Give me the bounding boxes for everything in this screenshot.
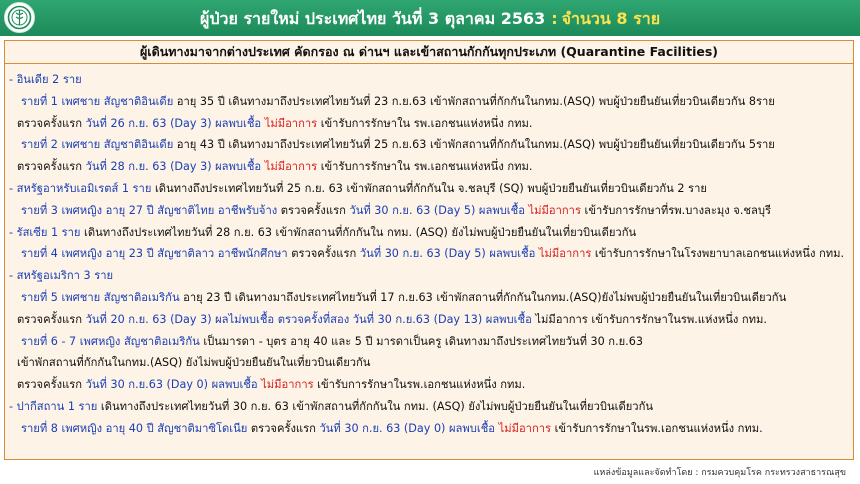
case-2-id: รายที่ 2 เพศชาย สัญชาติอินเดีย xyxy=(21,138,174,152)
group-heading-uae xyxy=(5,178,853,200)
case-5-line-1 xyxy=(5,287,853,309)
case-6-7-id: รายที่ 6 - 7 เพศหญิง สัญชาติอเมริกัน xyxy=(21,334,200,348)
case-3-id: รายที่ 3 เพศหญิง อายุ 27 ปี สัญชาติไทย อาชีพรับจ้าง xyxy=(21,203,278,217)
panel-title: ผู้เดินทางมาจากต่างประเทศ คัดกรอง ณ ด่านฯ และเข้าสถานกักกันทุกประเภท (Quarantine Facilities) xyxy=(5,41,853,64)
case-6-7-line-1 xyxy=(5,331,853,353)
case-3-treatment: เข้ารับการรักษาที่รพ.บางละมุง จ.ชลบุรี xyxy=(580,203,771,217)
case-2-result: ผลพบเชื้อ xyxy=(211,160,262,174)
case-8-symptom: ไม่มีอาการ xyxy=(495,421,552,435)
header-separator: : xyxy=(551,9,558,28)
case-4-result: ผลพบเชื้อ xyxy=(485,247,536,261)
case-4-treatment: เข้ารับการรักษาในโรงพยาบาลเอกชนแห่งหนึ่ง กทม. xyxy=(591,247,845,261)
case-6-7-line-3 xyxy=(5,374,853,396)
case-2-line-2 xyxy=(5,156,853,178)
case-1-result: ผลพบเชื้อ xyxy=(211,116,262,130)
group-heading-text: - สหรัฐอาหรับเอมิเรตส์ 1 ราย xyxy=(9,181,152,195)
case-8-id: รายที่ 8 เพศหญิง อายุ 40 ปี สัญชาติมาซิโดเนีย xyxy=(21,421,248,435)
case-1-treatment: เข้ารับการรักษาใน รพ.เอกชนแห่งหนึ่ง กทม. xyxy=(317,116,533,130)
case-2-detail: อายุ 43 ปี เดินทางมาถึงประเทศไทยวันที่ 25 ก.ย.63 เข้าพักสถานที่กักกันในกทม.(ASQ) พบผู้ป่วยยืนยันเที่ยวบินเดียวกัน 5ราย xyxy=(173,138,775,152)
case-6-7-test-prefix: ตรวจครั้งแรก xyxy=(17,378,86,392)
case-2-treatment: เข้ารับการรักษาใน รพ.เอกชนแห่งหนึ่ง กทม. xyxy=(317,160,533,174)
group-heading-usa xyxy=(5,265,853,287)
group-heading-text: - รัสเซีย 1 ราย xyxy=(9,225,81,239)
group-heading-text: - อินเดีย 2 ราย xyxy=(9,73,82,86)
header-case-count: จำนวน 8 ราย xyxy=(561,9,661,28)
case-6-7-result: ผลพบเชื้อ xyxy=(208,378,258,392)
group-heading-text: - สหรัฐอเมริกา 3 ราย xyxy=(9,269,114,283)
case-5-id: รายที่ 5 เพศชาย สัญชาติอเมริกัน xyxy=(21,290,180,304)
case-6-7-treatment: เข้ารับการรักษาในรพ.เอกชนแห่งหนึ่ง กทม. xyxy=(313,378,526,392)
case-1-line-1 xyxy=(5,91,853,113)
case-6-7-detail: เป็นมารดา - บุตร อายุ 40 และ 5 ปี มารดาเป็นครู เดินทางมาถึงประเทศไทยวันที่ 30 ก.ย.63 xyxy=(199,334,643,348)
group-heading-pakistan xyxy=(5,396,853,418)
case-8-test-date: วันที่ 30 ก.ย. 63 (Day 0) xyxy=(319,421,446,435)
case-2-test-date: วันที่ 28 ก.ย. 63 (Day 3) xyxy=(85,160,212,174)
case-6-7-line-2 xyxy=(5,352,853,374)
case-3-result: ผลพบเชื้อ xyxy=(475,203,525,217)
case-3-test-prefix: ตรวจครั้งแรก xyxy=(277,203,350,217)
case-8-line xyxy=(5,418,853,440)
case-4-line xyxy=(5,243,853,265)
case-1-id: รายที่ 1 เพศชาย สัญชาติอินเดีย xyxy=(21,94,174,108)
case-3-line xyxy=(5,200,853,222)
case-1-test-date: วันที่ 26 ก.ย. 63 (Day 3) xyxy=(85,116,212,130)
case-5-test-date-2: วันที่ 30 ก.ย.63 (Day 13) xyxy=(349,312,483,326)
case-1-detail: อายุ 35 ปี เดินทางมาถึงประเทศไทยวันที่ 23 ก.ย.63 เข้าพักสถานที่กักกันในกทม.(ASQ) พบผู้ป่วยยืนยันเที่ยวบินเดียวกัน 8ราย xyxy=(173,94,775,108)
case-3-test-date: วันที่ 30 ก.ย. 63 (Day 5) xyxy=(349,203,476,217)
case-8-treatment: เข้ารับการรักษาในรพ.เอกชนแห่งหนึ่ง กทม. xyxy=(551,421,763,435)
case-6-7-quarantine: เข้าพักสถานที่กักกันในกทม.(ASQ) ยังไม่พบผู้ป่วยยืนยันในเที่ยวบินเดียวกัน xyxy=(17,356,371,370)
case-5-result-1: ผลไม่พบเชื้อ ตรวจครั้งที่สอง xyxy=(211,312,350,326)
case-6-7-test-date: วันที่ 30 ก.ย.63 (Day 0) xyxy=(85,378,209,392)
group-heading-detail: เดินทางถึงประเทศไทยวันที่ 25 ก.ย. 63 เข้าพักสถานที่กักกันใน จ.ชลบุรี (SQ) พบผู้ป่วยยืนยันเที่ยวบินเดียวกัน 2 ราย xyxy=(151,181,707,195)
group-heading-detail: เดินทางถึงประเทศไทยวันที่ 30 ก.ย. 63 เข้าพักสถานที่กักกันใน กทม. (ASQ) ยังไม่พบผู้ป่วยยืนยันในเที่ยวบินเดียวกัน xyxy=(97,399,653,413)
case-4-symptom: ไม่มีอาการ xyxy=(535,247,592,261)
case-1-symptom: ไม่มีอาการ xyxy=(261,116,318,130)
group-heading-text: - ปากีสถาน 1 ราย xyxy=(9,399,98,413)
case-4-test-prefix: ตรวจครั้งแรก xyxy=(287,247,360,261)
header-title xyxy=(200,7,660,32)
case-4-test-date: วันที่ 30 ก.ย. 63 (Day 5) xyxy=(359,247,486,261)
case-1-line-2 xyxy=(5,113,853,135)
case-list xyxy=(5,69,853,440)
group-heading-detail: เดินทางถึงประเทศไทยวันที่ 28 ก.ย. 63 เข้าพักสถานที่กักกันใน กทม. (ASQ) ยังไม่พบผู้ป่วยยืนยันในเที่ยวบินเดียวกัน xyxy=(80,225,637,239)
header-title-text: ผู้ป่วย รายใหม่ ประเทศไทย วันที่ 3 ตุลาคม 2563 xyxy=(200,9,546,28)
case-5-test-date-1: วันที่ 20 ก.ย. 63 (Day 3) xyxy=(85,312,212,326)
case-2-symptom: ไม่มีอาการ xyxy=(261,160,318,174)
case-3-symptom: ไม่มีอาการ xyxy=(524,203,581,217)
case-1-test-prefix: ตรวจครั้งแรก xyxy=(17,116,86,130)
case-5-line-2 xyxy=(5,309,853,331)
content-panel xyxy=(4,40,854,460)
case-5-detail: อายุ 23 ปี เดินทางมาถึงประเทศไทยวันที่ 17 ก.ย.63 เข้าพักสถานที่กักกันในกทม.(ASQ)ยังไม่พบผู้ป่วยยืนยันในเที่ยวบินเดียวกัน xyxy=(179,290,787,304)
case-2-line-1 xyxy=(5,134,853,156)
case-8-result: ผลพบเชื้อ xyxy=(445,421,496,435)
case-5-result-2: ผลพบเชื้อ xyxy=(482,312,532,326)
case-5-treatment: ไม่มีอาการ เข้ารับการรักษาในรพ.แห่งหนึ่ง กทม. xyxy=(531,312,767,326)
case-8-test-prefix: ตรวจครั้งแรก xyxy=(247,421,320,435)
case-2-test-prefix: ตรวจครั้งแรก xyxy=(17,160,86,174)
case-5-test-prefix: ตรวจครั้งแรก xyxy=(17,312,86,326)
ministry-seal-icon xyxy=(4,2,35,33)
source-credit: แหล่งข้อมูลและจัดทำโดย : กรมควบคุมโรค กระทรวงสาธารณสุข xyxy=(593,468,846,478)
case-4-id: รายที่ 4 เพศหญิง อายุ 23 ปี สัญชาติลาว อาชีพนักศึกษา xyxy=(21,247,288,261)
header-bar xyxy=(0,0,860,36)
group-heading-india xyxy=(5,69,853,91)
group-heading-russia xyxy=(5,222,853,244)
case-6-7-symptom: ไม่มีอาการ xyxy=(257,378,314,392)
